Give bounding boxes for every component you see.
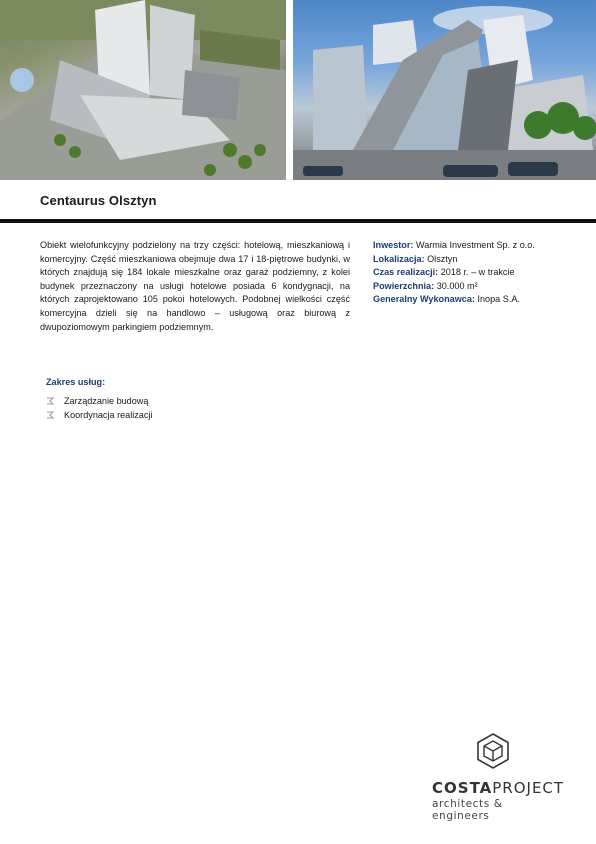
fact-label: Powierzchnia: [373,280,435,291]
list-item [46,394,152,408]
service-label: Zarządzanie budową [64,396,149,406]
fact-value: Olsztyn [427,253,458,264]
project-title: Centaurus Olsztyn [40,193,157,208]
fact-area [373,280,588,294]
fact-contractor [373,293,588,307]
aerial-rendering-image [0,0,286,180]
fact-value: 30.000 m² [436,280,478,291]
bullet-icon [46,411,54,419]
fact-label: Czas realizacji: [373,267,439,278]
bullet-icon [46,397,54,405]
title-divider [0,219,596,223]
services-heading: Zakres usług: [46,377,106,387]
fact-label: Generalny Wykonawca: [373,294,475,305]
logo-wordmark: COSTAPROJECT [432,779,565,797]
project-description: Obiekt wielofunkcyjny podzielony na trzy części: hotelową, mieszkaniową i komercyjny. Część mieszkaniowa obejmuje dwa 17 i 18-piętrowe budynki, w których znajdują się 184 lokale mieszkalne oraz garaż podziemny, z kolei budynek przeznaczony na usługi hotelowe posiada 6 kondygnacji, na których zaprojektowano 105 pokoi hotelowych. Podobnej wielkości część komercyjna dzieli się na handlowo – usługową oraz biurową z dwupoziomowym parkingiem podziemnym. [40,240,350,332]
fact-value: Inopa S.A. [477,294,520,305]
fact-label: Inwestor: [373,240,414,250]
fact-value: 2018 r. – w trakcie [440,267,515,278]
project-facts [373,239,588,307]
services-list [46,394,152,422]
fact-timeline [373,266,588,280]
fact-investor [373,239,588,253]
company-logo [432,733,565,822]
hexagon-cube-icon [476,733,510,769]
street-rendering-image [293,0,596,180]
service-label: Koordynacja realizacji [64,410,153,420]
fact-label: Lokalizacja: [373,253,425,264]
fact-value: Warmia Investment Sp. z o.o. [415,240,535,250]
logo-tagline: architects & engineers [432,798,503,822]
fact-location [373,253,588,267]
list-item [46,408,152,422]
